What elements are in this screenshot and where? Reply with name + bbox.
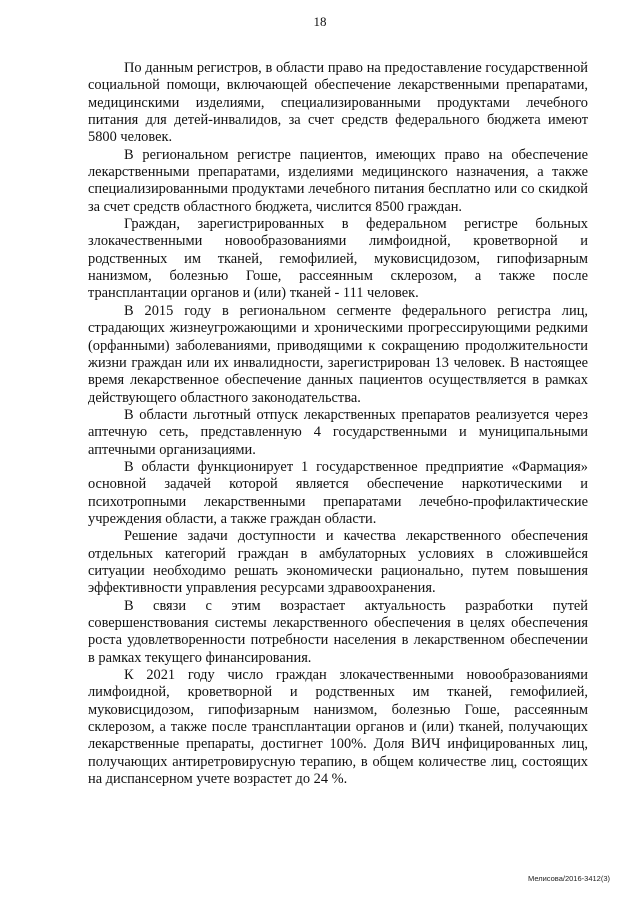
paragraph-registry-federal: По данным регистров, в области право на предоставление государственной социальной помощи, включающей обеспечение лекарственными препаратами, медицинскими изделиями, специализированными продуктами лечебного питания для детей-инвалидов, за счет средств федерального бюджета имеют 5800 человек. xyxy=(88,60,588,146)
paragraph-registry-regional: В региональном регистре пациентов, имеющих право на обеспечение лекарственными препаратами, изделиями медицинского назначения, а также специализированными продуктами лечебного питания бесплатно или со скидкой за счет средств областного бюджета, числится 8500 граждан. xyxy=(88,146,588,215)
paragraph-accessibility-task: Решение задачи доступности и качества лекарственного обеспечения отдельных категорий граждан в амбулаторных условиях в сложившейся ситуации необходимо решать экономически рационально, путем повышения эффективности управления ресурсами здравоохранения. xyxy=(88,528,588,597)
document-footer-code: Мелисова/2016-3412(3) xyxy=(527,874,610,883)
document-body xyxy=(88,60,588,788)
page-number: 18 xyxy=(313,14,327,29)
paragraph-2021-targets: К 2021 году число граждан злокачественными новообразованиями лимфоидной, кроветворной и родственных им тканей, гемофилией, муковисцидозом, гипофизарным нанизмом, болезнью Гоше, рассеянным склерозом, а также после трансплантации органов и (или) тканей, получающих лекарственные препараты, достигнет 100%. Доля ВИЧ инфицированных лиц, получающих антиретровирусную терапию, в общем количестве лиц, состоящих на диспансерном учете возрастет до 24 %. xyxy=(88,667,588,788)
paragraph-federal-register-diseases: Граждан, зарегистрированных в федеральном регистре больных злокачественными новообразованиями лимфоидной, кроветворной и родственных им тканей, гемофилией, муковисцидозом, гипофизарным нанизмом, болезнью Гоше, рассеянным склерозом, а также после трансплантации органов и (или) тканей - 111 человек. xyxy=(88,216,588,302)
paragraph-orphan-diseases: В 2015 году в региональном сегменте федерального регистра лиц, страдающих жизнеугрожающими и хроническими прогрессирующими редкими (орфанными) заболеваниями, приводящими к сокращению продолжительности жизни граждан или их инвалидности, зарегистрирован 13 человек. В настоящее время лекарственное обеспечение данных пациентов осуществляется в рамках действующего областного законодательства. xyxy=(88,302,588,406)
paragraph-system-improvement: В связи с этим возрастает актуальность разработки путей совершенствования системы лекарственного обеспечения в целях обеспечения роста удовлетворенности потребности населения в лекарственном обеспечении в рамках текущего финансирования. xyxy=(88,597,588,666)
paragraph-pharmacy-network: В области льготный отпуск лекарственных препаратов реализуется через аптечную сеть, представленную 4 государственными и муниципальными аптечными организациями. xyxy=(88,406,588,458)
paragraph-farmatsiya-enterprise: В области функционирует 1 государственное предприятие «Фармация» основной задачей которой является обеспечение наркотическими и психотропными лекарственными препаратами лечебно-профилактические учреждения области, а также граждан области. xyxy=(88,458,588,527)
